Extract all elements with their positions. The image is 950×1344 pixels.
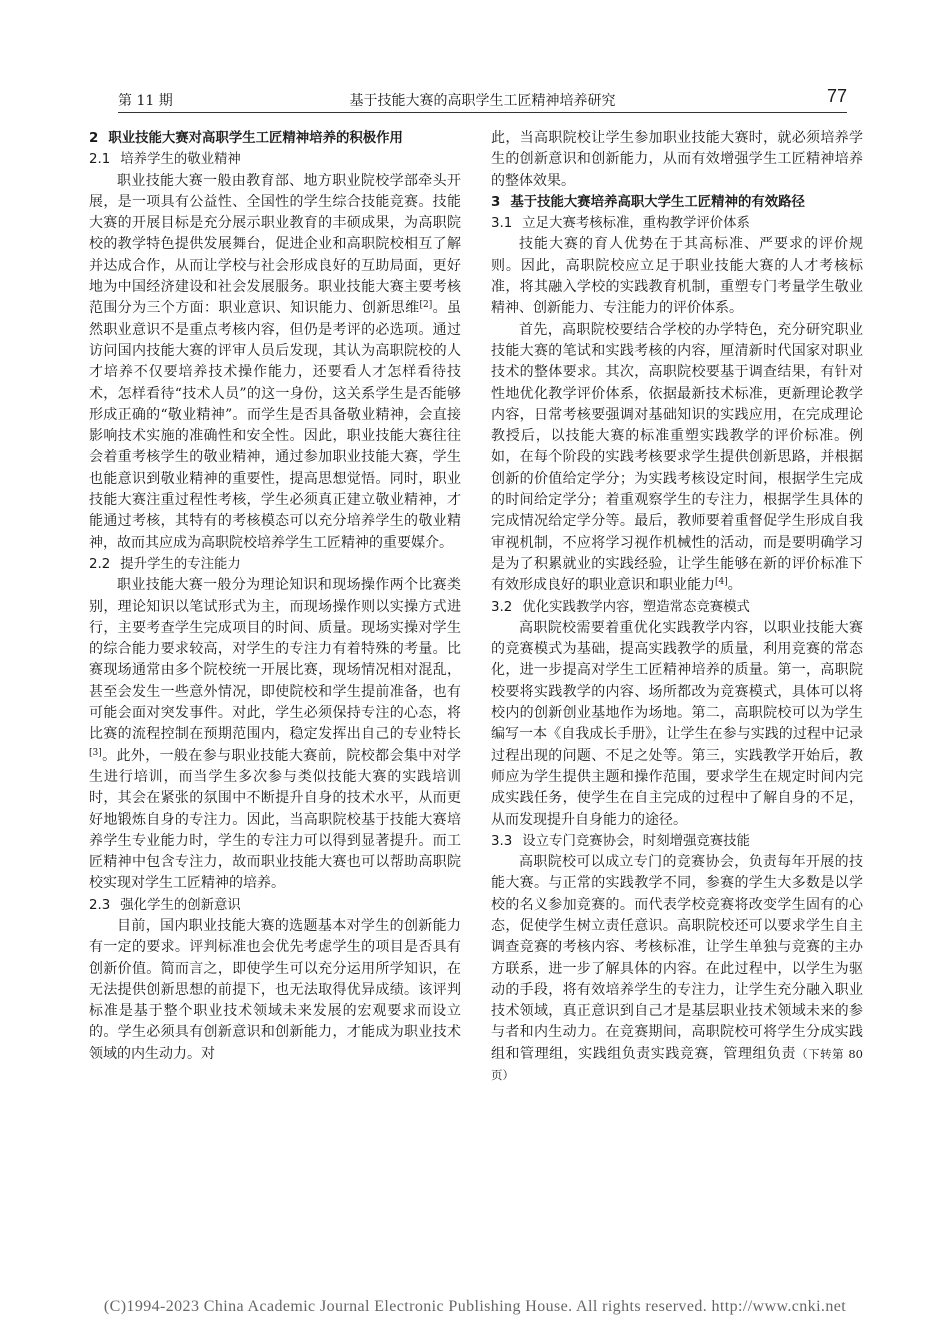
continued-note: （下转第 80 页） bbox=[491, 1046, 864, 1083]
subsection-heading-3-1 bbox=[491, 213, 863, 234]
subsection-heading-2-1 bbox=[89, 149, 461, 170]
subsection-heading-3-3 bbox=[491, 831, 863, 852]
section-heading-2 bbox=[89, 128, 461, 149]
right-column bbox=[491, 128, 863, 1086]
page-number: 77 bbox=[826, 86, 847, 106]
paragraph-3-1-a: 技能大赛的育人优势在于其高标准、严要求的评价规则。因此，高职院校应立足于职业技能大赛的人才考核标准，将其融入学校的实践教育机制，重塑专门考量学生敬业精神、创新能力、专注能力的评价体系。 bbox=[491, 236, 863, 317]
subsection-number: 2.1 bbox=[89, 152, 111, 168]
subsection-number: 2.3 bbox=[89, 897, 111, 913]
copyright-footer: (C)1994-2023 China Academic Journal Electronic Publishing House. All rights reserved. http://www.cnki.net bbox=[103, 1298, 847, 1315]
section-heading-3 bbox=[491, 192, 863, 213]
paragraph-3-2: 高职院校需要着重优化实践教学内容，以职业技能大赛的竞赛模式为基础，提高实践教学的质量，利用竞赛的常态化，进一步提高对学生工匠精神培养的质量。第一，高职院校要将实践教学的内容、场所都改为竞赛模式，具体可以将校内的创新创业基地作为场地。第二，高职院校可以为学生编写一本《自我成长手册》，让学生在参与实践的过程中记录过程出现的问题、不足之处等。第三，实践教学开始后，教师应为学生提供主题和操作范围，要求学生在规定时间内完成实践任务，使学生在自主完成的过程中了解自身的不足，从而发现提升自身能力的途径。 bbox=[491, 619, 863, 828]
paragraph-2-1: 职业技能大赛一般由教育部、地方职业院校学部牵头开展，是一项具有公益性、全国性的学生综合技能竞赛。技能大赛的开展目标是充分展示职业教育的丰硕成果，为高职院校的教学特色提供发展舞台，促进企业和高职院校相互了解并达成合作，从而让学校与社会形成良好的互助局面，更好地为中国经济建设和社会发展服务。职业技能大赛主要考核范围分为三个方面：职业意识、知识能力、创新思维[2]。虽然职业意识不是重点考核内容，但仍是考评的必选项。通过访问国内技能大赛的评审人员后发现，其认为高职院校的人才培养不仅要培养技术操作能力，还要看人才怎样看待技术，怎样看待“技术人员”的这一身份，这关系学生是否能够形成正确的“敬业精神”。而学生是否具备敬业精神，会直接影响技术实施的准确性和安全性。因此，职业技能大赛往往会着重考核学生的敬业精神，通过参加职业技能大赛，学生也能意识到敬业精神的重要性，提高思想觉悟。同时，职业技能大赛注重过程性考核，学生必须真正建立敬业精神，才能通过考核，其特有的考核模态可以充分培养学生的敬业精神，故而其应成为高职院校培养学生工匠精神的重要媒介。 bbox=[89, 172, 462, 551]
subsection-title: 培养学生的敬业精神 bbox=[120, 152, 241, 168]
citation-ref: [2] bbox=[419, 300, 433, 311]
subsection-heading-2-2 bbox=[89, 554, 461, 575]
subsection-title: 提升学生的专注能力 bbox=[120, 556, 241, 572]
running-title: 基于技能大赛的高职学生工匠精神培养研究 bbox=[349, 93, 616, 109]
subsection-heading-2-3 bbox=[89, 895, 461, 916]
paragraph-3-3: 高职院校可以成立专门的竞赛协会，负责每年开展的技能大赛。与正常的实践教学不同，参赛的学生大多数是以学校的名义参加竞赛的。而代表学校竞赛将改变学生固有的心态，促使学生树立责任意识。高职院校还可以要求学生自主调查竞赛的考核内容、考核标准，让学生单独与竞赛的主办方联系，进一步了解具体的内容。在此过程中，以学生为驱动的手段，将有效培养学生的专注力，让学生充分融入职业技术领域，真正意识到自己才是基层职业技术领域未来的参与者和内生动力。在竞赛期间，高职院校可将学生分成实践组和管理组，实践组负责实践竞赛，管理组负责（下转第 80 页） bbox=[491, 854, 864, 1083]
paragraph-2-2: 职业技能大赛一般分为理论知识和现场操作两个比赛类别，理论知识以笔试形式为主，而现场操作则以实操方式进行，主要考查学生完成项目的时间、质量。现场实操对学生的综合能力要求较高，对学生的专注力有着特殊的考量。比赛现场通常由多个院校统一开展比赛，现场情况相对混乱，甚至会发生一些意外情况，即使院校和学生提前准备，也有可能会面对突发事件。对此，学生必须保持专注的心态，将比赛的流程控制在预期范围内，稳定发挥出自己的专业特长[3]。此外，一般在参与职业技能大赛前，院校都会集中对学生进行培训，而当学生多次参与类似技能大赛的实践培训时，其会在紧张的氛围中不断提升自身的技术水平，从而更好地锻炼自身的专注力。因此，当高职院校基于技能大赛培养学生专业能力时，学生的专注力可以得到显著提升。而工匠精神中包含专注力，故而职业技能大赛也可以帮助高职院校实现对学生工匠精神的培养。 bbox=[89, 577, 461, 892]
citation-ref: [4] bbox=[715, 577, 728, 588]
running-header bbox=[118, 86, 847, 113]
subsection-title: 优化实践教学内容，塑造常态竞赛模式 bbox=[522, 599, 750, 615]
section-title: 职业技能大赛对高职学生工匠精神培养的积极作用 bbox=[108, 131, 403, 146]
subsection-number: 3.2 bbox=[491, 599, 513, 615]
paragraph-2-3: 目前，国内职业技能大赛的选题基本对学生的创新能力有一定的要求。评判标准也会优先考虑学生的项目是否具有创新价值。简而言之，即使学生可以充分运用所学知识，在无法提供创新思想的前提下，也无法取得优异成绩。该评判标准是基于整个职业技术领域未来发展的宏观要求而设立的。学生必须具有创新意识和创新能力，才能成为职业技术领域的内生动力。对 bbox=[89, 917, 461, 1062]
section-title: 基于技能大赛培养高职大学生工匠精神的有效路径 bbox=[510, 194, 805, 210]
paragraph-2-3-continued: 此，当高职院校让学生参加职业技能大赛时，就必须培养学生的创新意识和创新能力，从而有效增强学生工匠精神培养的整体效果。 bbox=[491, 130, 863, 189]
paragraph-3-1-b: 首先，高职院校要结合学校的办学特色，充分研究职业技能大赛的笔试和实践考核的内容，厘清新时代国家对职业技术的整体要求。其次，高职院校要基于调查结果，有针对性地优化教学评价体系，依据最新技术标准，更新理论教学内容，日常考核要强调对基础知识的实践应用，在完成理论教授后，以技能大赛的标准重塑实践教学的评价标准。例如，在每个阶段的实践考核要求学生提供创新思路，并根据创新的价值给定学分；为实践考核设定时间，根据学生完成的时间给定学分；着重观察学生的专注力，根据学生具体的完成情况给定学分等。最后，教师要着重督促学生形成自我审视机制，不应将学习视作机械性的活动，而是要明确学习是为了积累就业的实践经验，让学生能够在新的评价标准下有效形成良好的职业意识和职业能力[4]。 bbox=[491, 321, 863, 594]
citation-ref: [3] bbox=[89, 747, 102, 758]
subsection-number: 3.3 bbox=[491, 833, 513, 849]
left-column bbox=[89, 128, 461, 1065]
subsection-title: 强化学生的创新意识 bbox=[120, 897, 241, 913]
subsection-title: 设立专门竞赛协会，时刻增强竞赛技能 bbox=[522, 833, 750, 849]
subsection-heading-3-2 bbox=[491, 597, 863, 618]
subsection-number: 2.2 bbox=[89, 556, 111, 572]
subsection-title: 立足大赛考核标准，重构教学评价体系 bbox=[522, 216, 750, 232]
section-number: 3 bbox=[491, 194, 501, 210]
issue-label: 第 11 期 bbox=[118, 93, 173, 109]
section-number: 2 bbox=[89, 131, 99, 146]
subsection-number: 3.1 bbox=[491, 216, 513, 232]
